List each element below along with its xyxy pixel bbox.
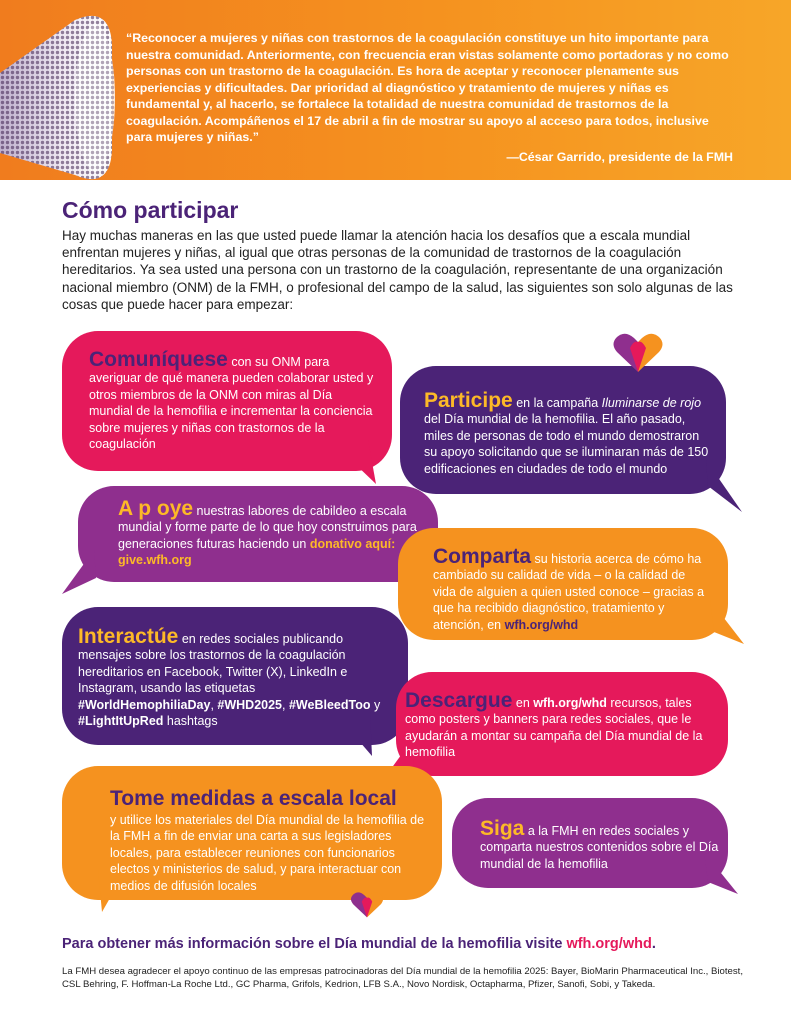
more-info-cta: Para obtener más información sobre el Día mundial de la hemofilia visite wfh.org/whd. [62, 936, 656, 952]
sponsor-thanks: La FMH desea agradecer el apoyo continuo de las empresas patrocinadoras del Día mundial de la hemofilia 2025: Bayer, BioMarin Pharmaceutical Inc., Biotest, CSL Behring, F. Hoffman-La Roche Ltd., GC Pharma, Grifols, Kedrion, LFB S.A., Novo Nordisk, Octapharma, Pfizer, Sanofi, Sobi, y Takeda. [62, 966, 743, 990]
keyword: Comuníquese [89, 348, 228, 371]
keyword: Comparta [433, 545, 532, 568]
heart-logo-icon [350, 891, 384, 919]
whd-link[interactable]: wfh.org/whd [566, 936, 652, 952]
quote-banner [0, 0, 791, 180]
whd-link[interactable]: wfh.org/whd [504, 617, 579, 632]
whd-link[interactable]: wfh.org/whd [533, 696, 607, 710]
donate-link[interactable]: donativo aquí: give.wfh.org [118, 536, 396, 568]
bubble-comparta-text: Comparta su historia acerca de cómo ha cambiado su calidad de vida – o la calidad de vida de alguien a quien usted conoce – gracias a que ha recibido diagnóstico, tratamiento y atención, en wfh.org/whd [433, 545, 705, 632]
hashtag: #LightItUpRed [78, 714, 164, 729]
bubble-siga-text: Siga a la FMH en redes sociales y comparta nuestros contenidos sobre el Día mundial de la hemofilia [480, 817, 719, 871]
keyword: Siga [480, 817, 525, 840]
bubble-participe-text: Participe en la campaña Iluminarse de rojo del Día mundial de la hemofilia. El año pasado, miles de personas de todo el mundo demostraron su apoyo solicitando que se iluminaran más de 150 edificaciones en ciudades de todo el mundo [424, 389, 709, 476]
quote-attribution: —César Garrido, presidente de la FMH [506, 150, 733, 164]
bubble-tail [710, 600, 750, 650]
bubble-apoye-text: A p oye nuestras labores de cabildeo a escala mundial y forme parte de lo que hoy construimos para generaciones futuras haciendo un donativo aquí: give.wfh.org [118, 497, 417, 568]
keyword: A p oye [118, 497, 194, 520]
heart-logo-icon [612, 332, 664, 374]
hashtag: #WeBleedToo [288, 697, 371, 712]
megaphone-icon [0, 0, 130, 180]
bubble-descargue-text: Descargue en wfh.org/whd recursos, tales como posters y banners para redes sociales, que le ayudarán a montar su campaña del Día mundial de la hemofilia [405, 689, 703, 760]
president-quote: “Reconocer a mujeres y niñas con trastornos de la coagulación constituye un hito importante para nuestra comunidad. Anteriormente, con frecuencia eran vistas solamente como portadoras y no como personas con un trastorno de la coagulación. Es hora de aceptar y reconocer plenamente sus experiencias y dificultades. Dar prioridad al diagnóstico y tratamiento de mujeres y niñas es fundamental y, al hacerlo, se fortalece la totalidad de nuestra comunidad de trastornos de la coagulación. Acompáñenos el 17 de abril a fin de mostrar su apoyo al acceso para todos, inclusive para mujeres y niñas.” [126, 31, 729, 144]
bubble-interactue-text: Interactúe en redes sociales publicando mensajes sobre los trastornos de la coagulación hereditarios en Facebook, Twitter (X), LinkedIn e Instagram, usando las etiquetas #WorldHemophiliaDay, #WHD2025, #WeBleedToo y #LightItUpRed hashtags [78, 625, 381, 729]
intro-paragraph: Hay muchas maneras en las que usted puede llamar la atención hacia los desafíos que a escala mundial enfrentan mujeres y niñas, al igual que otras personas de la comunidad de trastornos de la coagulación hereditarios. Ya sea usted una persona con un trastorno de la coagulación, representante de una organización nacional miembro (ONM) de la FMH, o profesional del campo de la salud, las siguientes son solo algunas de las cosas que puede hacer para empezar: [62, 228, 733, 312]
keyword: Participe [424, 389, 513, 412]
keyword: Descargue [405, 689, 513, 712]
bubble-comuniquese-text: Comuníquese con su ONM para averiguar de qué manera pueden colaborar usted y otros miembros de la ONM con miras al Día mundial de la hemofilia e incrementar la conciencia sobre mujeres y niñas con trastornos de la coagulación [89, 348, 374, 452]
keyword: Tome medidas a escala local [110, 787, 397, 810]
keyword: Interactúe [78, 625, 179, 648]
hashtag: #WHD2025 [217, 697, 283, 712]
bubble-tail [60, 550, 100, 600]
hashtag: #WorldHemophiliaDay [78, 697, 211, 712]
bubble-tome-medidas-text: Tome medidas a escala local y utilice los materiales del Día mundial de la hemofilia de la FMH a fin de enviar una carta a sus legisladores locales, para establecer reuniones con funcionarios electos y ministerios de salud, y para interactuar con medios de difusión locales [110, 790, 430, 894]
bubble-tail [706, 460, 746, 520]
page-title: Cómo participar [62, 197, 239, 223]
